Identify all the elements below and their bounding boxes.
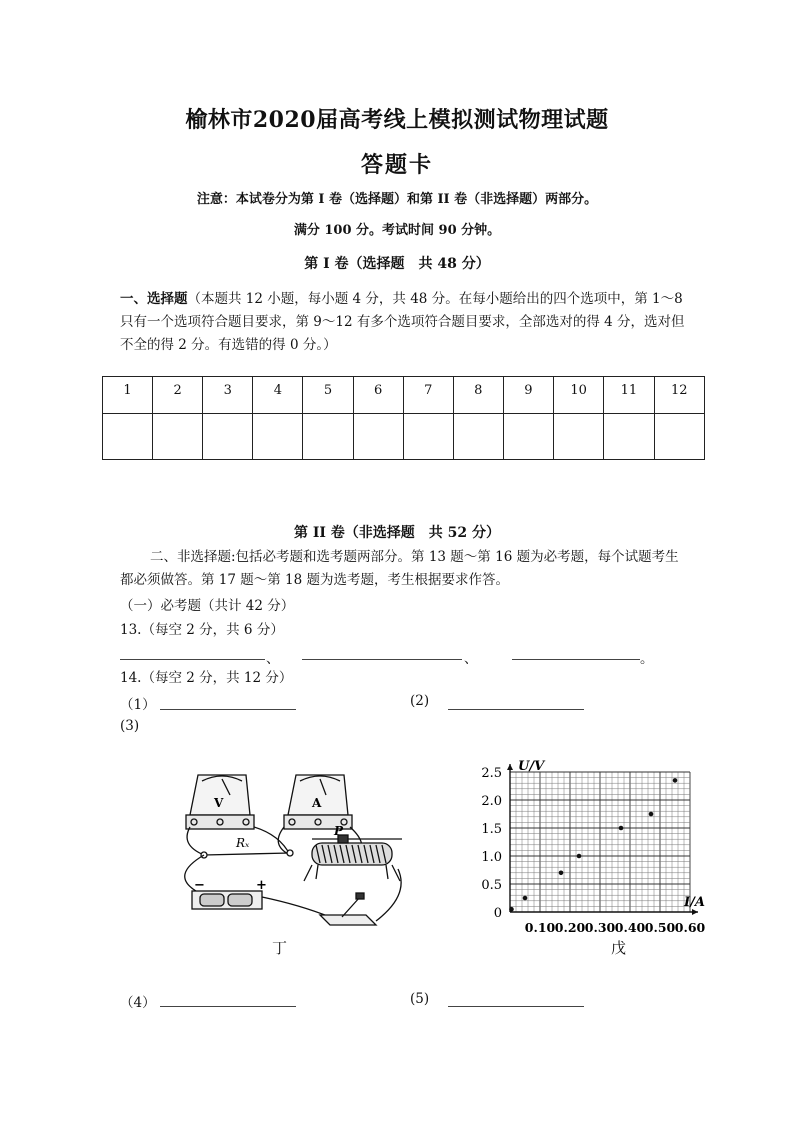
blank-3-label: (3) [120,718,140,734]
answer-cell[interactable] [553,414,603,460]
figure-caption-left: 丁 [272,939,288,957]
part2-intro: 二、非选择题:包括必考题和选考题两部分。第 13 题～第 16 题为必考题，每个试题考生都必须做答。第 17 题～第 18 题为选考题，考生根据要求作答。 [120,549,679,588]
rheostat-icon [304,835,402,881]
question-number: 9 [503,377,553,414]
x-axis-label: I/A [684,895,705,910]
q14-blank-4[interactable] [160,1006,296,1007]
q14-blank-2[interactable] [448,709,584,710]
data-point [509,907,514,912]
blank-5-label: (5) [410,991,430,1007]
required-section-label: （一）必考题（共计 42 分） [120,598,295,614]
part1-heading: 第 I 卷（选择题 共 48 分） [304,256,490,272]
data-point [619,826,624,831]
answer-cell[interactable] [303,414,353,460]
instr-label: 一、选择题 [120,291,188,307]
question-number: 12 [654,377,704,414]
blank-2-label: (2) [410,693,430,709]
circuit-figure [170,765,420,935]
meter-a-label: A [312,796,322,810]
answer-cell[interactable] [503,414,553,460]
separator: 、 [266,651,280,667]
y-tick-label: 1.5 [481,822,502,837]
blank-4-label: （4） [120,995,156,1011]
answer-cell[interactable] [153,414,203,460]
data-point [559,871,564,876]
x-tick-label: 0.10 [524,920,556,935]
question-number: 8 [453,377,503,414]
q13-blank-2[interactable] [302,659,462,660]
u-i-chart [470,752,720,942]
question-number: 10 [553,377,603,414]
separator: 、 [464,651,478,667]
q13-blank-3[interactable] [512,659,640,660]
answer-cell[interactable] [654,414,704,460]
blank-1-label: （1） [120,697,156,713]
x-tick-label: 0.50 [644,920,676,935]
answer-input-row [103,414,705,460]
x-tick-label: 0.60 [674,920,706,935]
data-point [673,778,678,783]
q14-blank-5[interactable] [448,1006,584,1007]
x-tick-label: 0.30 [584,920,616,935]
answer-grid [102,376,705,460]
x-tick-label: 0.20 [554,920,586,935]
question-13-label: 13.（每空 2 分，共 6 分） [120,622,284,638]
meter-v-label: V [214,796,224,810]
plus-label: + [256,878,267,893]
answer-number-row [103,377,705,414]
minus-label: − [194,878,205,893]
question-number: 11 [604,377,654,414]
answer-cell[interactable] [203,414,253,460]
q13-blank-1[interactable] [120,659,265,660]
instr-text: （本题共 12 小题，每小题 4 分，共 48 分。在每小题给出的四个选项中，第 1～8 只有一个选项符合题目要求，第 9～12 有多个选项符合题目要求，全部选对的得 4 分，选对但不全的得 2 分。有选错的得 0 分。） [120,291,685,353]
question-14-label: 14.（每空 2 分，共 12 分） [120,670,293,686]
y-tick-label: 2.0 [481,794,502,809]
data-point [523,896,528,901]
part1-instructions [120,288,690,357]
rx-label: Rₓ [236,836,250,850]
y-tick-label: 2.5 [481,766,502,781]
y-tick-label: 0 [493,906,502,921]
battery-icon [192,891,262,909]
data-point [577,854,582,859]
x-tick-label: 0.40 [614,920,646,935]
question-number: 1 [103,377,153,414]
question-number: 5 [303,377,353,414]
page-title: 榆林市2020届高考线上模拟测试物理试题 [185,107,609,133]
question-number: 4 [253,377,303,414]
data-point [649,812,654,817]
switch-icon [320,893,376,925]
answer-cell[interactable] [103,414,153,460]
p-label: P [334,824,344,838]
question-number: 6 [353,377,403,414]
answer-cell[interactable] [453,414,503,460]
part2-heading: 第 II 卷（非选择题 共 52 分） [293,525,501,541]
y-tick-label: 0.5 [481,878,502,893]
answer-cell[interactable] [403,414,453,460]
question-number: 7 [403,377,453,414]
figure-caption-right: 戊 [611,939,627,957]
answer-cell[interactable] [253,414,303,460]
page-subtitle: 答题卡 [360,152,433,178]
y-tick-label: 1.0 [481,850,502,865]
period: 。 [640,651,654,667]
answer-cell[interactable] [604,414,654,460]
y-axis-label: U/V [518,759,545,774]
notice-line-2: 满分 100 分。考试时间 90 分钟。 [293,223,501,238]
notice-line-1: 注意：本试卷分为第 I 卷（选择题）和第 II 卷（非选择题）两部分。 [196,192,598,207]
q14-blank-1[interactable] [160,709,296,710]
question-number: 2 [153,377,203,414]
question-number: 3 [203,377,253,414]
y-axis-arrow [507,764,513,770]
answer-cell[interactable] [353,414,403,460]
